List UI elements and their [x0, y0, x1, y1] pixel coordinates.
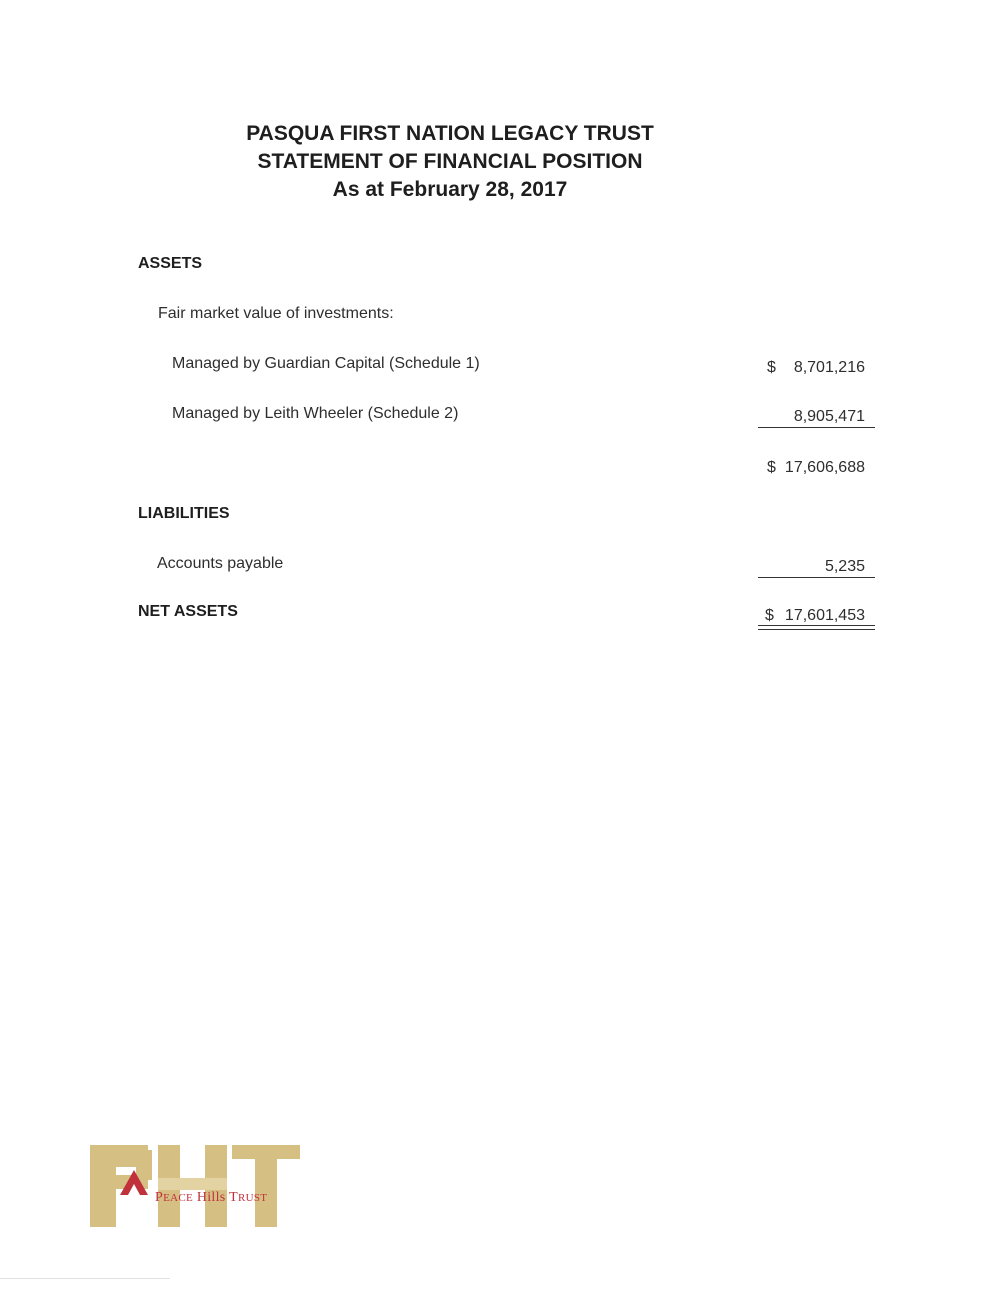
- investments-subheading: Fair market value of investments:: [158, 305, 394, 322]
- liabilities-rule: [758, 577, 875, 578]
- assets-heading: ASSETS: [138, 255, 203, 272]
- leith-wheeler-amount: [745, 408, 865, 426]
- net-assets-label: NET ASSETS: [138, 603, 238, 620]
- amount-value: 8,905,471: [793, 408, 865, 425]
- guardian-capital-amount: [745, 359, 865, 377]
- logo-word-peace-cap: P: [155, 1190, 164, 1205]
- logo-word-trust-rest: RUST: [237, 1192, 268, 1204]
- statement-date: As at February 28, 2017: [332, 178, 568, 201]
- peace-hills-trust-logo: [90, 1140, 300, 1230]
- logo-word-peace-rest: EACE: [163, 1192, 194, 1204]
- net-assets-double-rule: [758, 625, 875, 630]
- subtotal-rule: [758, 427, 875, 428]
- guardian-capital-label: Managed by Guardian Capital (Schedule 1): [172, 355, 480, 372]
- amount-value: 8,701,216: [793, 359, 865, 376]
- total-assets-amount: [745, 459, 865, 477]
- statement-title: [0, 120, 900, 204]
- statement-name: STATEMENT OF FINANCIAL POSITION: [257, 150, 643, 173]
- currency-symbol: $: [767, 359, 776, 376]
- amount-value: 17,601,453: [784, 607, 865, 624]
- scan-edge-line: [0, 1278, 170, 1279]
- currency-symbol: $: [765, 607, 774, 624]
- liabilities-heading: LIABILITIES: [138, 505, 230, 522]
- amount-value: 17,606,688: [784, 459, 865, 476]
- logo-word-trust-cap: T: [229, 1190, 238, 1205]
- currency-symbol: $: [767, 459, 776, 476]
- net-assets-amount: [745, 607, 865, 625]
- accounts-payable-amount: [745, 558, 865, 576]
- accounts-payable-label: Accounts payable: [157, 555, 284, 572]
- logo-word-hills: Hills: [196, 1190, 226, 1205]
- leith-wheeler-label: Managed by Leith Wheeler (Schedule 2): [172, 405, 459, 422]
- logo-wordmark: [155, 1190, 267, 1206]
- amount-value: 5,235: [824, 558, 865, 575]
- trust-name: PASQUA FIRST NATION LEGACY TRUST: [246, 122, 654, 145]
